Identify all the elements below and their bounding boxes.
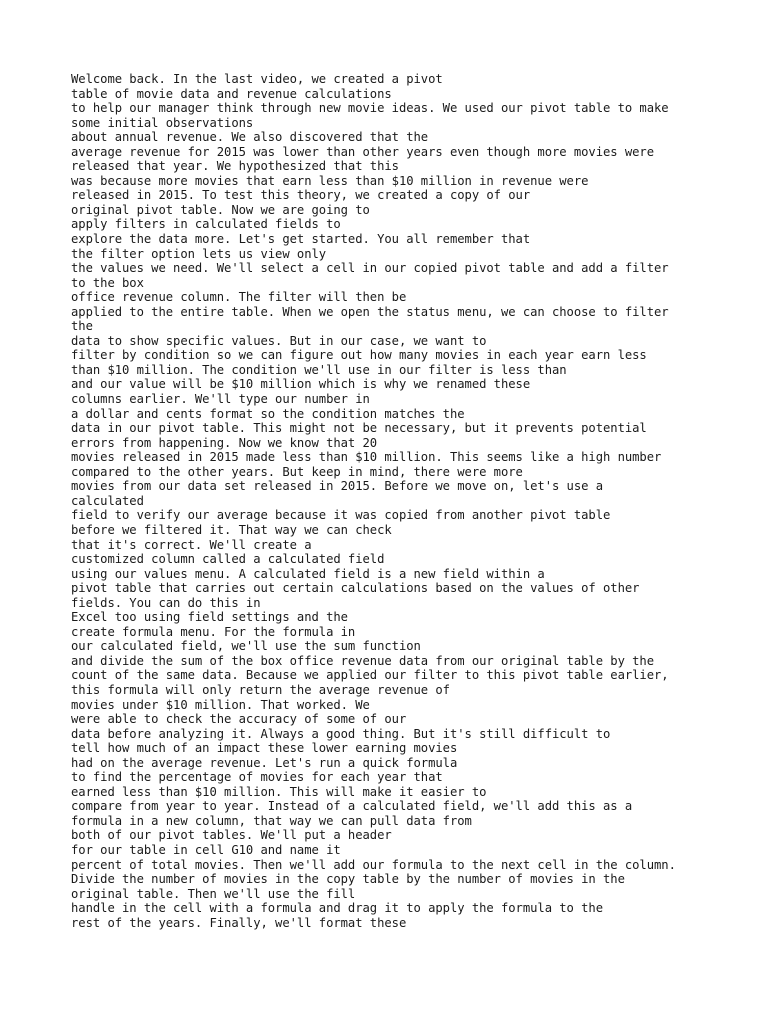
text-line: fields. You can do this in: [71, 595, 261, 610]
text-line: were able to check the accuracy of some of our: [71, 712, 407, 727]
text-line: office revenue column. The filter will then be: [71, 290, 407, 305]
text-line: both of our pivot tables. We'll put a header: [71, 828, 392, 843]
text-line: a dollar and cents format so the condition matches the: [71, 406, 465, 421]
transcript-text: [71, 72, 761, 930]
text-line: to help our manager think through new movie ideas. We used our pivot table to make: [71, 101, 669, 116]
text-line: original pivot table. Now we are going to: [71, 202, 370, 217]
text-line: before we filtered it. That way we can check: [71, 522, 392, 537]
text-line: tell how much of an impact these lower earning movies: [71, 741, 458, 756]
text-line: to find the percentage of movies for each year that: [71, 770, 443, 785]
text-line: the: [71, 319, 93, 334]
text-line: compared to the other years. But keep in mind, there were more: [71, 464, 523, 479]
text-line: the values we need. We'll select a cell in our copied pivot table and add a filter: [71, 261, 669, 276]
text-line: columns earlier. We'll type our number in: [71, 392, 370, 407]
text-line: about annual revenue. We also discovered that the: [71, 130, 429, 145]
text-line: to the box: [71, 275, 144, 290]
text-line: customized column called a calculated field: [71, 552, 385, 567]
text-line: using our values menu. A calculated field is a new field within a: [71, 566, 545, 581]
text-line: count of the same data. Because we applied our filter to this pivot table earlier,: [71, 668, 669, 683]
text-line: create formula menu. For the formula in: [71, 624, 356, 639]
text-line: movies from our data set released in 2015. Before we move on, let's use a: [71, 479, 603, 494]
text-line: the filter option lets us view only: [71, 246, 327, 261]
text-line: table of movie data and revenue calculations: [71, 86, 392, 101]
text-line: Excel too using field settings and the: [71, 610, 348, 625]
text-line: compare from year to year. Instead of a calculated field, we'll add this as a: [71, 799, 633, 814]
text-line: had on the average revenue. Let's run a quick formula: [71, 755, 458, 770]
text-line: applied to the entire table. When we open the status menu, we can choose to filter: [71, 304, 669, 319]
text-line: this formula will only return the average revenue of: [71, 682, 450, 697]
text-line: original table. Then we'll use the fill: [71, 886, 356, 901]
text-line: rest of the years. Finally, we'll format these: [71, 915, 407, 930]
text-line: errors from happening. Now we know that 20: [71, 435, 378, 450]
text-line: filter by condition so we can figure out how many movies in each year earn less: [71, 348, 647, 363]
text-line: and divide the sum of the box office revenue data from our original table by the: [71, 653, 655, 668]
text-line: movies released in 2015 made less than $10 million. This seems like a high number: [71, 450, 662, 465]
text-line: apply filters in calculated fields to: [71, 217, 341, 232]
text-line: released that year. We hypothesized that this: [71, 159, 399, 174]
text-line: some initial observations: [71, 115, 254, 130]
text-line: data to show specific values. But in our case, we want to: [71, 333, 487, 348]
text-line: earned less than $10 million. This will make it easier to: [71, 784, 487, 799]
text-line: pivot table that carries out certain calculations based on the values of other: [71, 581, 640, 596]
text-line: formula in a new column, that way we can pull data from: [71, 813, 472, 828]
text-line: movies under $10 million. That worked. We: [71, 697, 370, 712]
text-line: was because more movies that earn less than $10 million in revenue were: [71, 173, 589, 188]
text-line: that it's correct. We'll create a: [71, 537, 312, 552]
text-line: for our table in cell G10 and name it: [71, 842, 341, 857]
text-line: Welcome back. In the last video, we created a pivot: [71, 72, 443, 86]
text-line: handle in the cell with a formula and drag it to apply the formula to the: [71, 901, 603, 916]
text-line: released in 2015. To test this theory, we created a copy of our: [71, 188, 531, 203]
text-line: data in our pivot table. This might not be necessary, but it prevents potential: [71, 421, 647, 436]
text-line: average revenue for 2015 was lower than other years even though more movies were: [71, 144, 655, 159]
text-line: calculated: [71, 493, 144, 508]
text-line: than $10 million. The condition we'll use in our filter is less than: [71, 362, 567, 377]
text-line: our calculated field, we'll use the sum function: [71, 639, 421, 654]
text-line: data before analyzing it. Always a good thing. But it's still difficult to: [71, 726, 611, 741]
text-line: and our value will be $10 million which is why we renamed these: [71, 377, 531, 392]
text-line: explore the data more. Let's get started. You all remember that: [71, 232, 531, 247]
text-line: percent of total movies. Then we'll add our formula to the next cell in the column.: [71, 857, 676, 872]
text-line: Divide the number of movies in the copy table by the number of movies in the: [71, 872, 625, 887]
text-line: field to verify our average because it was copied from another pivot table: [71, 508, 611, 523]
